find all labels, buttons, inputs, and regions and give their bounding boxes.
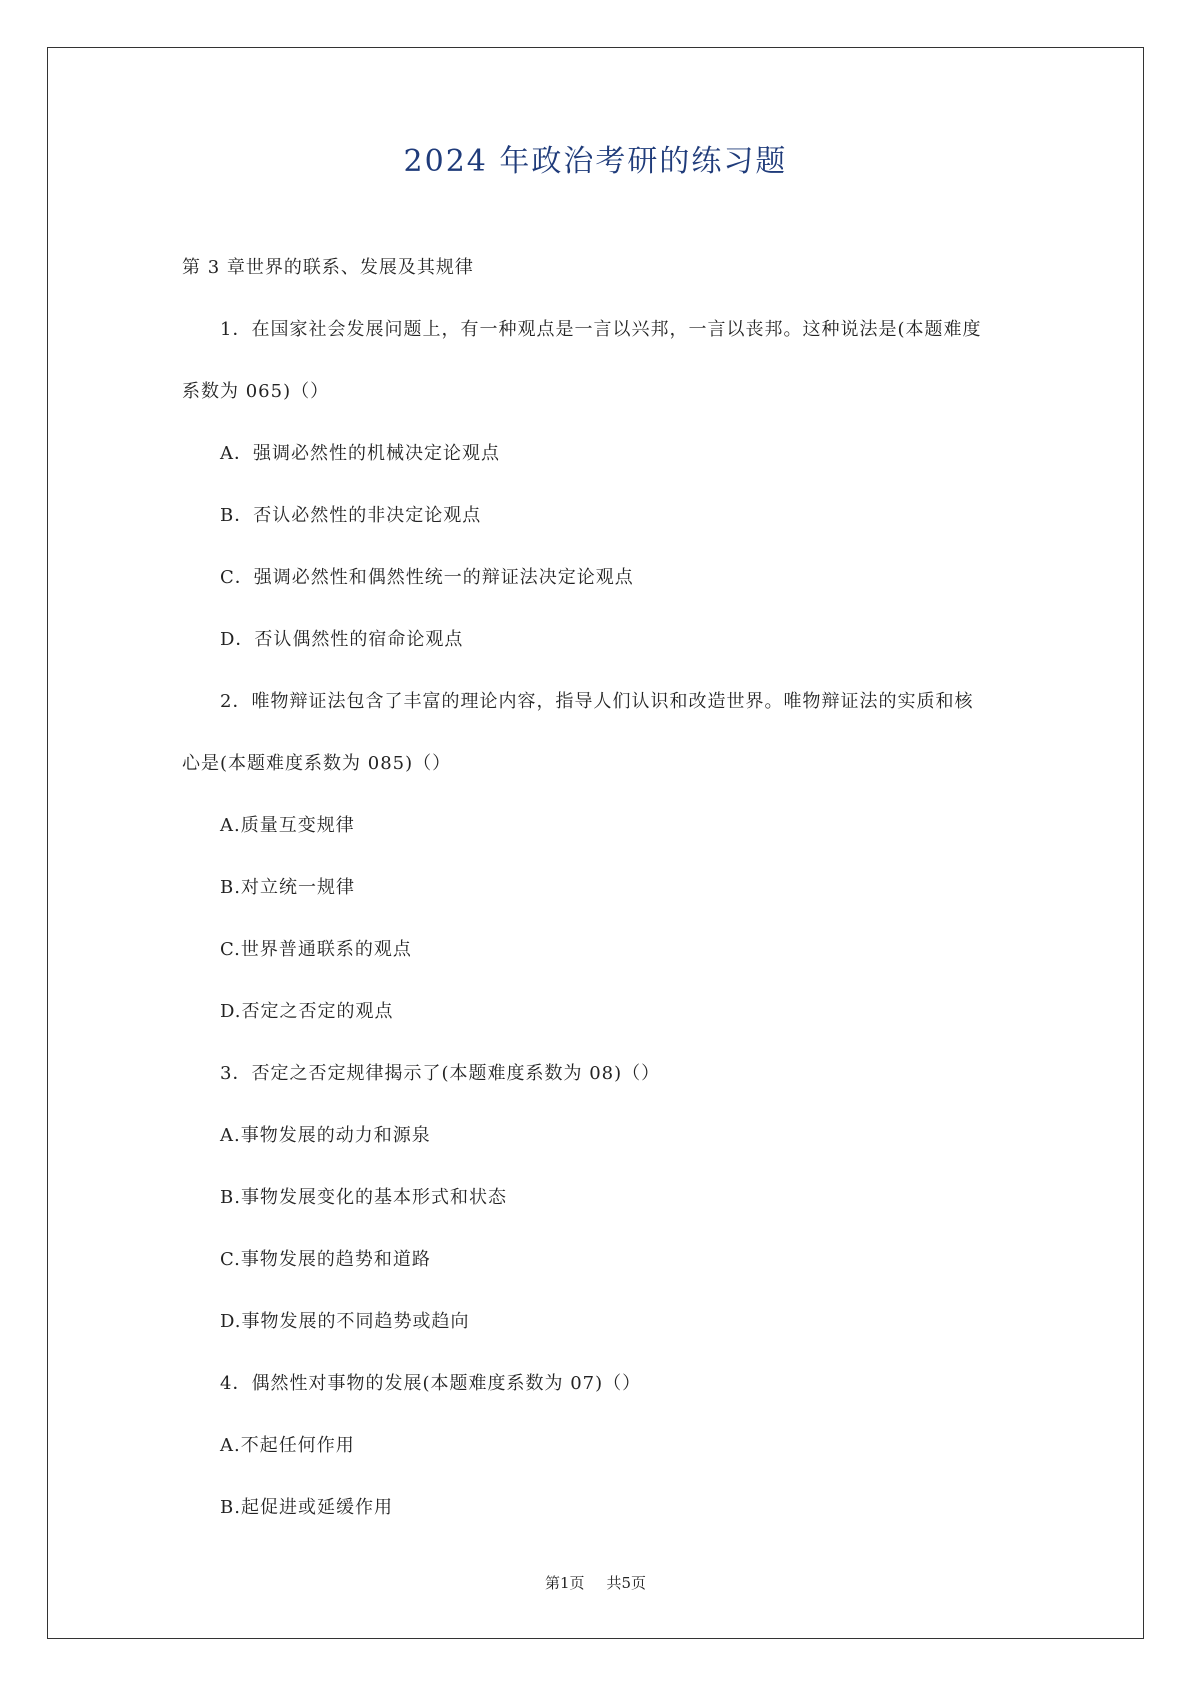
- question-3-option-d: D.事物发展的不同趋势或趋向: [220, 1311, 470, 1332]
- page-number: 第1页: [544, 1574, 585, 1592]
- question-4-option-b: B.起促进或延缓作用: [220, 1497, 393, 1518]
- question-2-text: 2．唯物辩证法包含了丰富的理论内容，指导人们认识和改造世界。唯物辩证法的实质和核: [220, 691, 974, 712]
- question-1-option-d: D．否认偶然性的宿命论观点: [220, 629, 464, 650]
- question-2-option-a: A.质量互变规律: [220, 815, 355, 836]
- question-4-text: 4．偶然性对事物的发展(本题难度系数为 07)（）: [220, 1373, 642, 1394]
- question-4-option-a: A.不起任何作用: [220, 1435, 355, 1456]
- question-1-option-a: A．强调必然性的机械决定论观点: [220, 443, 500, 464]
- question-1-text-cont: 系数为 065)（）: [182, 381, 330, 402]
- question-3-text: 3．否定之否定规律揭示了(本题难度系数为 08)（）: [220, 1063, 661, 1084]
- page-total: 共5页: [606, 1574, 647, 1592]
- question-1-option-c: C．强调必然性和偶然性统一的辩证法决定论观点: [220, 567, 634, 588]
- question-2-text-cont: 心是(本题难度系数为 085)（）: [182, 753, 452, 774]
- page-footer: [0, 1571, 1191, 1595]
- chapter-heading: 第 3 章世界的联系、发展及其规律: [182, 257, 474, 278]
- document-title: 2024 年政治考研的练习题: [403, 144, 788, 179]
- question-2-option-b: B.对立统一规律: [220, 877, 355, 898]
- question-3-option-c: C.事物发展的趋势和道路: [220, 1249, 431, 1270]
- question-2-option-c: C.世界普通联系的观点: [220, 939, 412, 960]
- question-1-text: 1．在国家社会发展问题上，有一种观点是一言以兴邦，一言以丧邦。这种说法是(本题难度: [220, 319, 982, 340]
- question-3-option-b: B.事物发展变化的基本形式和状态: [220, 1187, 507, 1208]
- question-2-option-d: D.否定之否定的观点: [220, 1001, 394, 1022]
- page-border: [47, 47, 1144, 1639]
- question-1-option-b: B．否认必然性的非决定论观点: [220, 505, 482, 526]
- question-3-option-a: A.事物发展的动力和源泉: [220, 1125, 431, 1146]
